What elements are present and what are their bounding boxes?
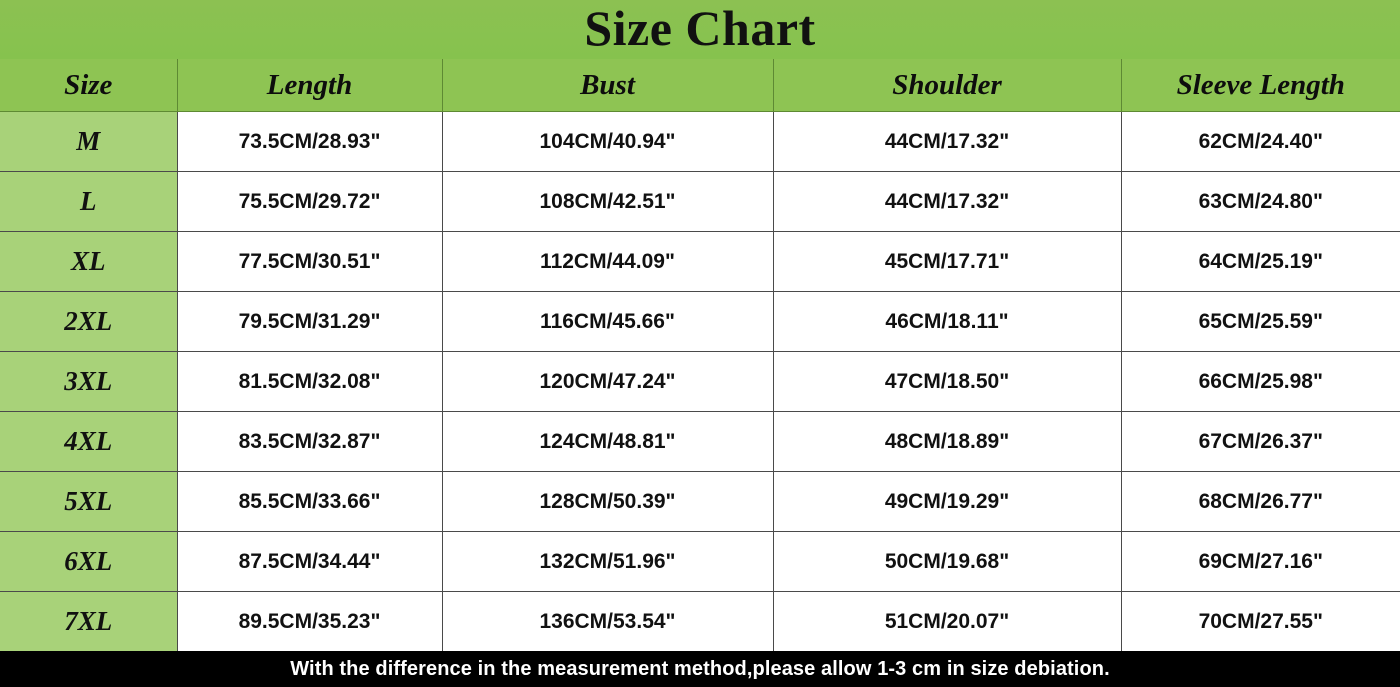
cell-shoulder: 50CM/19.68" [773, 532, 1121, 592]
cell-length: 89.5CM/35.23" [177, 592, 442, 652]
cell-length: 81.5CM/32.08" [177, 352, 442, 412]
cell-size: 2XL [0, 292, 177, 352]
cell-length: 73.5CM/28.93" [177, 112, 442, 172]
table-header [0, 59, 1400, 112]
cell-bust: 108CM/42.51" [442, 172, 773, 232]
cell-shoulder: 49CM/19.29" [773, 472, 1121, 532]
table-body [0, 112, 1400, 652]
table-header-row [0, 59, 1400, 112]
measurement-disclaimer: With the difference in the measurement method,please allow 1-3 cm in size debiation. [290, 657, 1110, 680]
cell-size: 5XL [0, 472, 177, 532]
column-header-shoulder: Shoulder [773, 59, 1121, 112]
cell-shoulder: 44CM/17.32" [773, 112, 1121, 172]
table-row [0, 592, 1400, 652]
cell-bust: 136CM/53.54" [442, 592, 773, 652]
cell-size: 4XL [0, 412, 177, 472]
cell-length: 87.5CM/34.44" [177, 532, 442, 592]
cell-size: XL [0, 232, 177, 292]
cell-length: 75.5CM/29.72" [177, 172, 442, 232]
table-row [0, 412, 1400, 472]
column-header-length: Length [177, 59, 442, 112]
cell-sleeve: 70CM/27.55" [1121, 592, 1400, 652]
cell-length: 83.5CM/32.87" [177, 412, 442, 472]
cell-length: 79.5CM/31.29" [177, 292, 442, 352]
cell-sleeve: 66CM/25.98" [1121, 352, 1400, 412]
cell-sleeve: 68CM/26.77" [1121, 472, 1400, 532]
cell-bust: 132CM/51.96" [442, 532, 773, 592]
cell-shoulder: 48CM/18.89" [773, 412, 1121, 472]
page-title: Size Chart [584, 0, 816, 56]
cell-size: 3XL [0, 352, 177, 412]
cell-size: M [0, 112, 177, 172]
cell-size: 6XL [0, 532, 177, 592]
cell-sleeve: 67CM/26.37" [1121, 412, 1400, 472]
table-row [0, 352, 1400, 412]
cell-sleeve: 62CM/24.40" [1121, 112, 1400, 172]
cell-shoulder: 47CM/18.50" [773, 352, 1121, 412]
cell-shoulder: 44CM/17.32" [773, 172, 1121, 232]
cell-sleeve: 69CM/27.16" [1121, 532, 1400, 592]
size-table [0, 59, 1400, 651]
table-row [0, 232, 1400, 292]
cell-bust: 120CM/47.24" [442, 352, 773, 412]
chart-title-bar [0, 0, 1400, 59]
cell-sleeve: 64CM/25.19" [1121, 232, 1400, 292]
cell-size: L [0, 172, 177, 232]
cell-shoulder: 51CM/20.07" [773, 592, 1121, 652]
cell-size: 7XL [0, 592, 177, 652]
table-row [0, 292, 1400, 352]
table-row [0, 112, 1400, 172]
column-header-bust: Bust [442, 59, 773, 112]
column-header-size: Size [0, 59, 177, 112]
cell-shoulder: 46CM/18.11" [773, 292, 1121, 352]
cell-bust: 124CM/48.81" [442, 412, 773, 472]
cell-bust: 116CM/45.66" [442, 292, 773, 352]
cell-length: 85.5CM/33.66" [177, 472, 442, 532]
table-row [0, 472, 1400, 532]
cell-sleeve: 65CM/25.59" [1121, 292, 1400, 352]
cell-shoulder: 45CM/17.71" [773, 232, 1121, 292]
table-row [0, 532, 1400, 592]
cell-bust: 104CM/40.94" [442, 112, 773, 172]
cell-bust: 112CM/44.09" [442, 232, 773, 292]
cell-sleeve: 63CM/24.80" [1121, 172, 1400, 232]
cell-length: 77.5CM/30.51" [177, 232, 442, 292]
footer-note-bar [0, 651, 1400, 687]
cell-bust: 128CM/50.39" [442, 472, 773, 532]
table-row [0, 172, 1400, 232]
column-header-sleeve-length: Sleeve Length [1121, 59, 1400, 112]
